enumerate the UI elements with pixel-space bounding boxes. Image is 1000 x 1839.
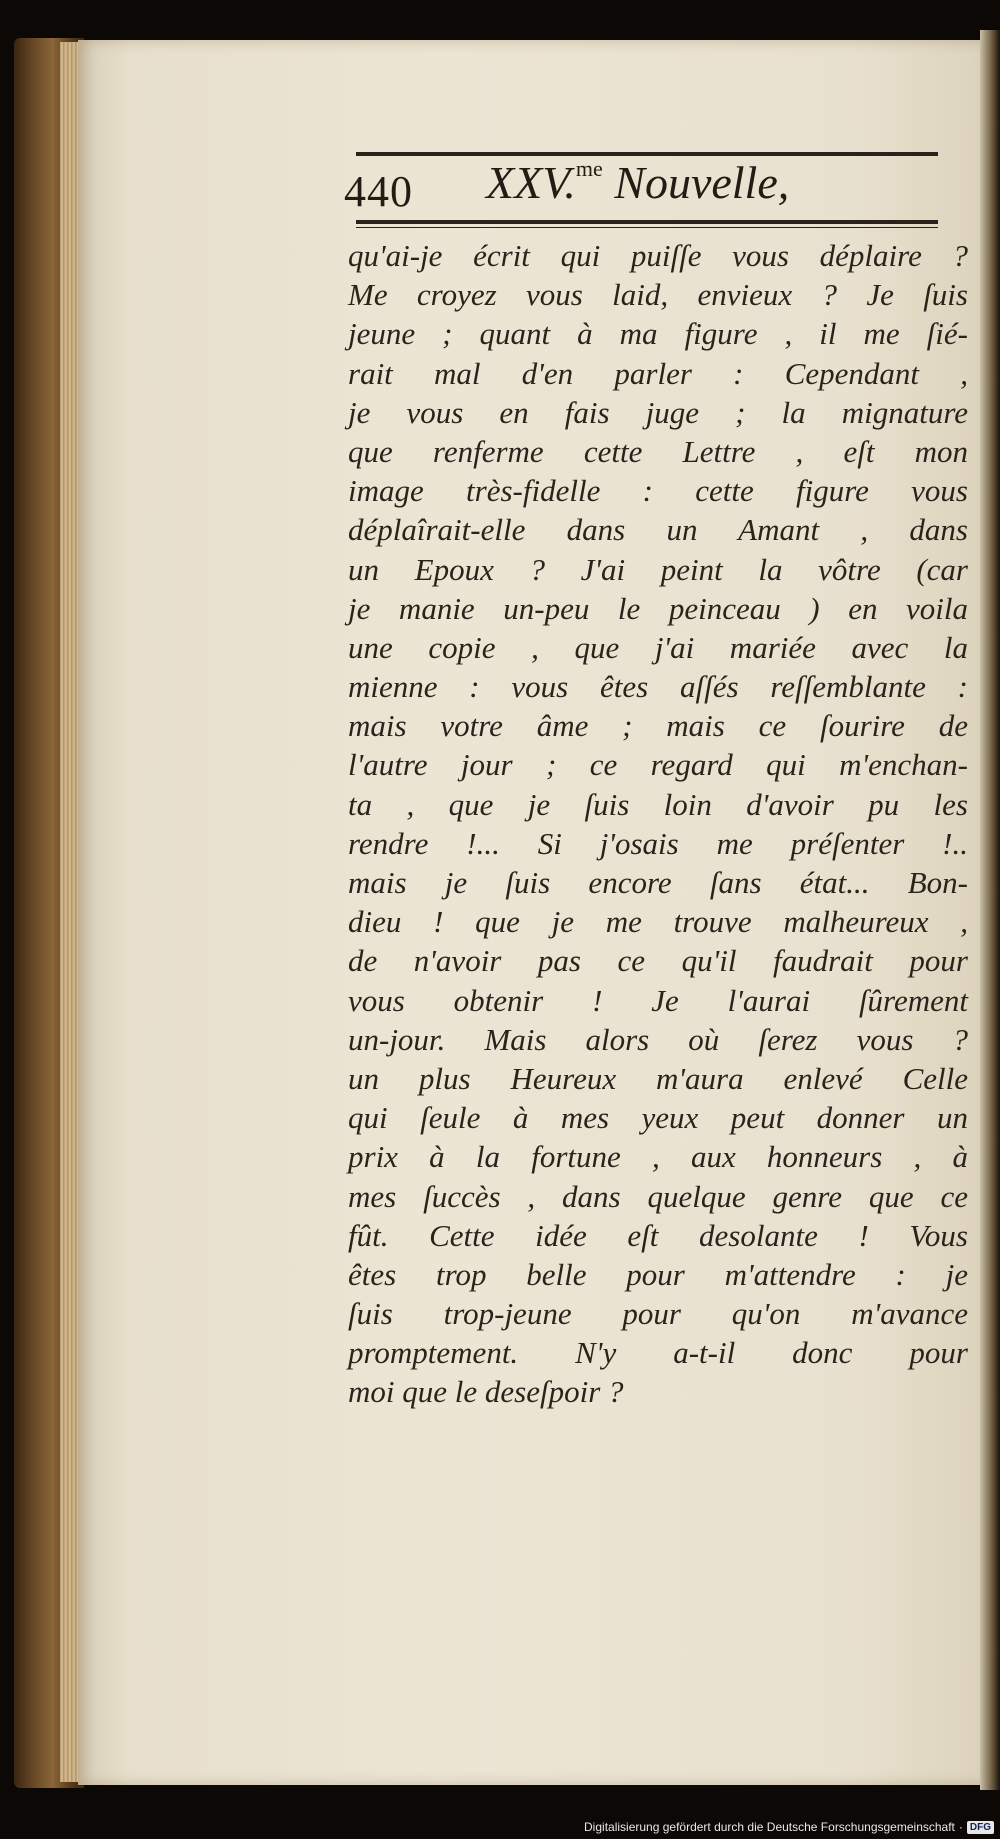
digitization-footer: [584, 1818, 994, 1836]
body-text: [348, 236, 968, 1412]
text-line: dieu ! que je me trouve malheureux ,: [348, 904, 968, 940]
text-line: Me croyez vous laid, envieux ? Je ſuis: [348, 277, 968, 313]
funding-credit: Digitalisierung gefördert durch die Deutsche Forschungsgemeinschaft: [584, 1820, 955, 1834]
text-line: promptement. N'y a-t-il donc pour: [348, 1335, 968, 1371]
text-line: qu'ai-je écrit qui puiſſe vous déplaire ?: [348, 238, 968, 273]
text-line: une copie , que j'ai mariée avec la: [348, 629, 968, 665]
credit-separator: ·: [958, 1820, 963, 1834]
text-line: prix à la fortune , aux honneurs , à: [348, 1139, 968, 1175]
text-line: qui ſeule à mes yeux peut donner un: [348, 1100, 968, 1136]
text-line: un Epoux ? J'ai peint la vôtre (car: [348, 551, 968, 587]
text-line: mienne : vous êtes aſſés reſſemblante :: [348, 669, 968, 705]
running-head-superscript: me: [575, 156, 603, 181]
text-line: l'autre jour ; ce regard qui m'enchan-: [348, 747, 968, 783]
text-line: ſuis trop-jeune pour qu'on m'avance: [348, 1296, 968, 1332]
running-head: [486, 156, 789, 209]
text-line: jeune ; quant à ma figure , il me ſié-: [348, 316, 968, 352]
text-line: un plus Heureux m'aura enlevé Celle: [348, 1060, 968, 1096]
text-line: image très-fidelle : cette figure vous: [348, 473, 968, 509]
text-line: vous obtenir ! Je l'aurai ſûrement: [348, 982, 968, 1018]
text-line: déplaîrait-elle dans un Amant , dans: [348, 512, 968, 548]
page-header: [340, 156, 960, 216]
text-line: êtes trop belle pour m'attendre : je: [348, 1256, 968, 1292]
text-line: fût. Cette idée eſt desolante ! Vous: [348, 1217, 968, 1253]
text-line: je vous en fais juge ; la mignature: [348, 394, 968, 430]
text-line: rait mal d'en parler : Cependant ,: [348, 355, 968, 391]
text-line: moi que le deseſpoir ?: [348, 1374, 624, 1410]
page-number: 440: [344, 167, 413, 216]
page-right-edge: [980, 30, 1000, 1790]
header-rule-bottom: [356, 220, 938, 224]
text-line: un-jour. Mais alors où ſerez vous ?: [348, 1021, 968, 1057]
text-line: ta , que je ſuis loin d'avoir pu les: [348, 786, 968, 822]
text-line: mais votre âme ; mais ce ſourire de: [348, 708, 968, 744]
text-line: mes ſuccès , dans quelque genre que ce: [348, 1178, 968, 1214]
running-head-numeral: XXV.: [486, 157, 576, 208]
header-rule-bottom-thin: [356, 227, 938, 228]
text-line: rendre !... Si j'osais me préſenter !..: [348, 825, 968, 861]
dfg-logo-icon: DFG: [967, 1821, 994, 1834]
running-head-title: Nouvelle,: [602, 157, 790, 208]
text-line: je manie un-peu le peinceau ) en voila: [348, 590, 968, 626]
text-line: de n'avoir pas ce qu'il faudrait pour: [348, 943, 968, 979]
text-line: mais je ſuis encore ſans état... Bon-: [348, 865, 968, 900]
text-line: que renferme cette Lettre , eſt mon: [348, 433, 968, 469]
